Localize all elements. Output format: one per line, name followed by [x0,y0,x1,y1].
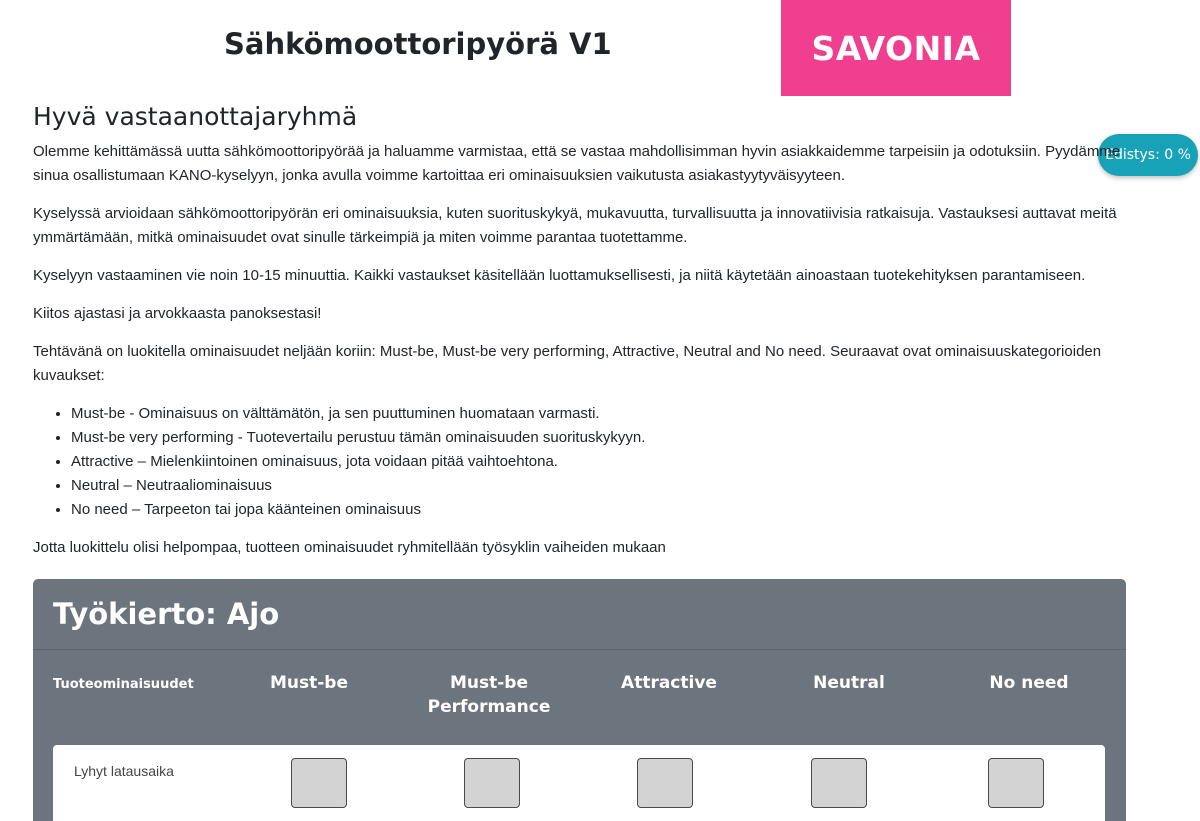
intro-paragraph-5: Tehtävänä on luokitella ominaisuudet neljään koriin: Must-be, Must-be very performing, Attractive, Neutral and No need. Seuraavat ovat ominaisuuskategorioiden kuvaukset: [33,343,1102,384]
choice-box-no-need[interactable] [988,758,1044,808]
card-divider [33,649,1126,650]
category-item-neutral: • Neutral – Neutraaliominaisuus [71,474,1128,498]
savonia-logo [781,0,1011,96]
feature-row [53,745,1105,821]
category-item-must-be: • Must-be - Ominaisuus on välttämätön, ja sen puuttuminen huomataan varmasti. [71,402,1128,426]
column-header-attractive: Attractive [621,673,717,693]
column-header-neutral: Neutral [813,673,885,693]
column-header-features: Tuoteominaisuudet [53,677,194,692]
category-item-no-need: • No need – Tarpeeton tai jopa käänteinen ominaisuus [71,498,1128,522]
category-item-attractive: • Attractive – Mielenkiintoinen ominaisuus, jota voidaan pitää vaihtoehtona. [71,450,1128,474]
intro-paragraph-3: Kyselyyn vastaaminen vie noin 10-15 minuuttia. Kaikki vastaukset käsitellään luottamuksellisesti, ja niitä käytetään ainoastaan tuotekehityksen parantamiseen. [33,267,1086,284]
choice-box-must-be[interactable] [291,758,347,808]
column-header-must-be-performance: Must-be Performance [427,673,551,717]
intro-paragraph-1: Olemme kehittämässä uutta sähkömoottoripyörää ja haluamme varmistaa, että se vastaa mahdollisimman hyvin asiakkaidemme tarpeisiin ja odotuksiin. Pyydämme sinua osallistumaan KANO-kyselyyn, jonka avulla voimme kartoittaa eri ominaisuuksien vaikutusta asiakastyytyväisyyteen. [33,143,1121,184]
intro-heading: Hyvä vastaanottajaryhmä [33,102,358,131]
feature-label: Lyhyt latausaika [74,763,174,779]
choice-box-neutral[interactable] [811,758,867,808]
intro-paragraph-4: Kiitos ajastasi ja arvokkaasta panoksestasi! [33,305,322,322]
category-list [71,402,1128,522]
column-header-no-need: No need [989,673,1069,693]
category-item-must-be-performing: • Must-be very performing - Tuotevertailu perustuu tämän ominaisuuden suorituskykyyn. [71,426,1128,450]
logo-text: SAVONIA [811,28,981,68]
page-title: Sähkömoottoripyörä V1 [224,27,612,61]
intro-closing: Jotta luokittelu olisi helpompaa, tuotteen ominaisuudet ryhmitellään työsyklin vaiheiden mukaan [33,539,666,556]
column-header-must-be: Must-be [269,673,349,693]
intro-paragraph-2: Kyselyssä arvioidaan sähkömoottoripyörän eri ominaisuuksia, kuten suorituskykyä, mukavuutta, turvallisuutta ja innovatiivisia ratkaisuja. Vastauksesi auttavat meitä ymmärtämään, mitkä ominaisuudet ovat sinulle tärkeimpiä ja miten voimme parantaa tuotettamme. [33,205,1117,246]
work-cycle-card [33,579,1126,821]
choice-box-attractive[interactable] [637,758,693,808]
progress-badge: Edistys: 0 % [1098,134,1198,176]
work-cycle-title: Työkierto: Ajo [53,597,280,631]
intro-section [33,100,1128,574]
choice-box-must-be-performance[interactable] [464,758,520,808]
